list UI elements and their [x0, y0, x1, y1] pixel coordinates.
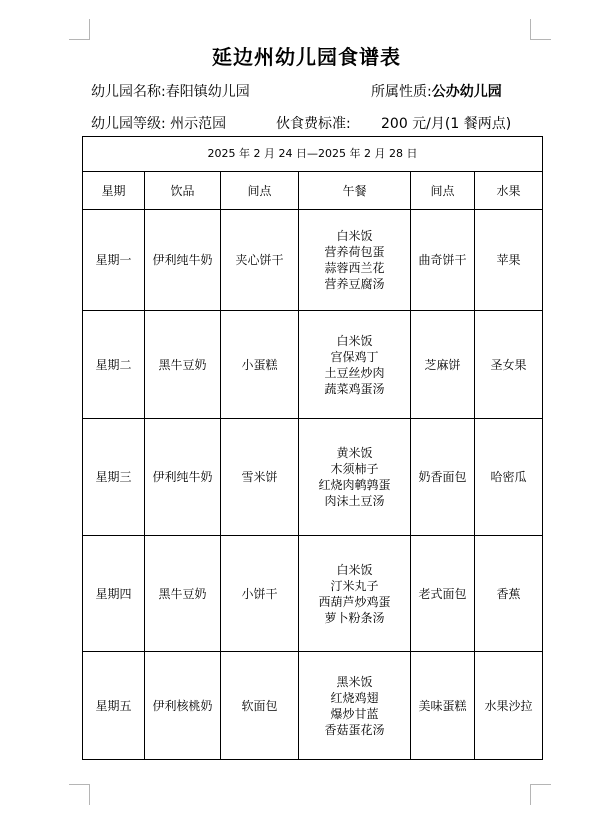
- lunch-cell: [299, 210, 411, 311]
- lunch-item: 汀米丸子: [330, 578, 379, 593]
- info-row-grade: [91, 113, 531, 133]
- day-cell: 星期一: [83, 210, 145, 311]
- nature-field: [371, 81, 502, 101]
- lunch-item: 蔬菜鸡蛋汤: [324, 381, 385, 396]
- lunch-item: 白米饭: [336, 333, 373, 348]
- snack1-cell: 小饼干: [221, 536, 299, 652]
- drink-cell: 伊利核桃奶: [145, 652, 221, 760]
- snack1-cell: 软面包: [221, 652, 299, 760]
- lunch-item: 黄米饭: [336, 446, 373, 460]
- lunch-item: 蒜蓉西兰花: [324, 261, 385, 275]
- snack2-cell: 芝麻饼: [411, 311, 475, 419]
- header-snack-2: 间点: [411, 172, 475, 210]
- snack2-cell: 美味蛋糕: [411, 652, 475, 760]
- header-drink: 饮品: [145, 172, 221, 210]
- kindergarten-name-label: 幼儿园名称:: [91, 84, 166, 100]
- page-title: 延边州幼儿园食谱表: [212, 45, 401, 69]
- menu-table: [82, 136, 543, 760]
- day-cell: 星期五: [83, 652, 145, 760]
- lunch-item: 营养荷包蛋: [324, 245, 385, 259]
- day-cell: 星期三: [83, 419, 145, 536]
- lunch-cell: [299, 419, 411, 536]
- lunch-item: 黑米饭: [336, 674, 373, 689]
- snack2-cell: 奶香面包: [411, 419, 475, 536]
- kindergarten-name-value: 春阳镇幼儿园: [165, 84, 250, 100]
- lunch-item: 红烧肉鹌鹑蛋: [318, 478, 391, 492]
- header-lunch: 午餐: [299, 172, 411, 210]
- fee-value: 200 元/月(1 餐两点): [381, 116, 512, 132]
- page-corner-mark-bottom-left: [69, 784, 90, 805]
- snack2-cell: 曲奇饼干: [411, 210, 475, 311]
- page-corner-mark-top-right: [530, 19, 551, 40]
- lunch-item: 白米饭: [336, 562, 373, 577]
- day-cell: 星期四: [83, 536, 145, 652]
- nature-label: 所属性质:: [371, 84, 432, 100]
- table-row-thursday: [83, 536, 543, 652]
- grade-label: 幼儿园等级:: [91, 116, 166, 132]
- lunch-item: 香菇蛋花汤: [324, 722, 385, 737]
- lunch-cell: [299, 311, 411, 419]
- lunch-item: 肉沫土豆汤: [324, 494, 385, 508]
- fruit-cell: 哈密瓜: [475, 419, 543, 536]
- fruit-cell: 苹果: [475, 210, 543, 311]
- info-row-name: [91, 81, 531, 101]
- drink-cell: 黑牛豆奶: [145, 536, 221, 652]
- date-range-cell: 2025 年 2 月 24 日—2025 年 2 月 28 日: [83, 137, 543, 172]
- header-row: [83, 172, 543, 210]
- header-fruit: 水果: [475, 172, 543, 210]
- snack1-cell: 小蛋糕: [221, 311, 299, 419]
- nature-value: 公办幼儿园: [431, 84, 502, 100]
- lunch-item: 萝卜粉条汤: [324, 610, 385, 625]
- lunch-item: 西葫芦炒鸡蛋: [318, 594, 391, 609]
- grade-value: 州示范园: [170, 116, 227, 132]
- page-corner-mark-top-left: [69, 19, 90, 40]
- fruit-cell: 圣女果: [475, 311, 543, 419]
- fruit-cell: 水果沙拉: [475, 652, 543, 760]
- fee-label: 伙食费标准:: [276, 116, 351, 132]
- lunch-item: 白米饭: [336, 229, 373, 243]
- lunch-cell: [299, 652, 411, 760]
- lunch-item: 爆炒甘蓝: [330, 706, 379, 721]
- lunch-item: 营养豆腐汤: [324, 277, 385, 291]
- date-range-row: [83, 137, 543, 172]
- lunch-item: 宫保鸡丁: [330, 349, 379, 364]
- header-day: 星期: [83, 172, 145, 210]
- page-corner-mark-bottom-right: [530, 784, 551, 805]
- lunch-cell: [299, 536, 411, 652]
- table-row-friday: [83, 652, 543, 760]
- drink-cell: 伊利纯牛奶: [145, 419, 221, 536]
- drink-cell: 伊利纯牛奶: [145, 210, 221, 311]
- table-row-tuesday: [83, 311, 543, 419]
- table-row-wednesday: [83, 419, 543, 536]
- lunch-item: 土豆丝炒肉: [324, 365, 385, 380]
- day-cell: 星期二: [83, 311, 145, 419]
- snack1-cell: 夹心饼干: [221, 210, 299, 311]
- snack2-cell: 老式面包: [411, 536, 475, 652]
- header-snack-1: 间点: [221, 172, 299, 210]
- lunch-item: 木须柿子: [330, 462, 379, 476]
- fruit-cell: 香蕉: [475, 536, 543, 652]
- drink-cell: 黑牛豆奶: [145, 311, 221, 419]
- snack1-cell: 雪米饼: [221, 419, 299, 536]
- lunch-item: 红烧鸡翅: [330, 690, 379, 705]
- table-row-monday: [83, 210, 543, 311]
